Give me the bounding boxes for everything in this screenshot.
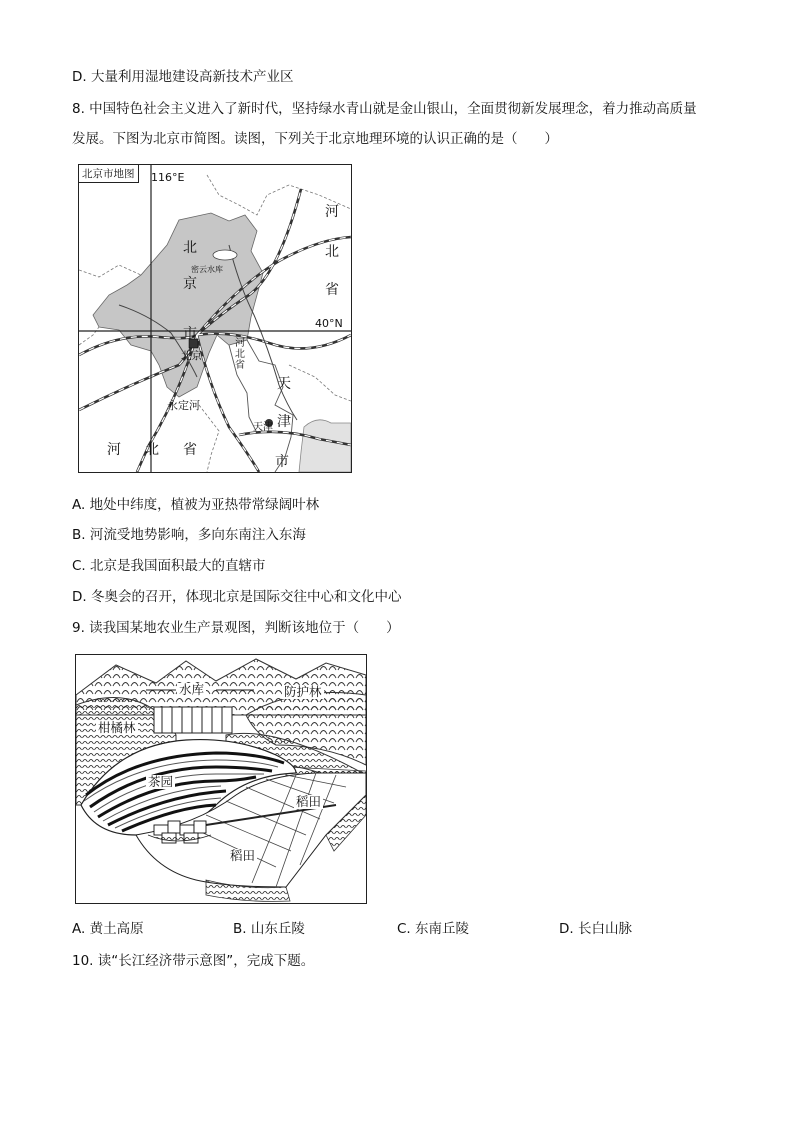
q9-option-c: C. 东南丘陵 (397, 921, 470, 937)
tianjin-label-2: 津 (277, 414, 291, 430)
miyun-reservoir-label: 密云水库 (191, 265, 223, 274)
hebei-inner-label-1: 河 (235, 338, 245, 349)
hebei-bottom-label-2: 北 (145, 442, 159, 458)
hebei-inner-label-3: 省 (235, 360, 245, 371)
beijing-label-3: 市 (183, 326, 197, 342)
shelterbelt-label: 防护林 (284, 684, 322, 699)
q8-stem-line-1: 8. 中国特色社会主义进入了新时代，坚持绿水青山就是金山银山，全面贯彻新发展理念，着力推动高质量 (72, 101, 697, 117)
tianjin-label-3: 市 (275, 454, 289, 470)
hebei-right-label-2: 北 (325, 244, 339, 260)
longitude-label: 116°E (151, 171, 185, 184)
map-title: 北京市地图 (79, 165, 139, 183)
q8-option-b: B. 河流受地势影响，多向东南注入东海 (72, 527, 306, 543)
q9-option-a: A. 黄土高原 (72, 921, 144, 937)
citrus-grove-label: 柑橘林 (98, 720, 136, 735)
paddy-field-label-2: 稻田 (230, 848, 256, 863)
latitude-label: 40°N (315, 317, 343, 330)
q9-option-d: D. 长白山脉 (559, 921, 632, 937)
reservoir-label: 水库 (179, 682, 205, 697)
q8-option-a: A. 地处中纬度，植被为亚热带常绿阔叶林 (72, 497, 320, 513)
hebei-right-label-1: 河 (325, 204, 339, 220)
city-tianjin-label: 天津 (253, 422, 273, 433)
q9-option-b: B. 山东丘陵 (233, 921, 305, 937)
q8-stem-line-2: 发展。下图为北京市简图。读图，下列关于北京地理环境的认识正确的是（ ） (72, 131, 558, 147)
beijing-label-1: 北 (183, 240, 197, 256)
q8-option-d: D. 冬奥会的召开，体现北京是国际交往中心和文化中心 (72, 589, 402, 605)
agriculture-landscape (75, 654, 367, 904)
paddy-field-label-1: 稻田 (296, 794, 322, 809)
beijing-map (78, 164, 352, 473)
q7-option-d: D. 大量利用湿地建设高新技术产业区 (72, 69, 294, 85)
q8-option-c: C. 北京是我国面积最大的直辖市 (72, 558, 266, 574)
tea-garden-label: 茶园 (148, 774, 174, 789)
tianjin-label-1: 天 (277, 376, 291, 392)
hebei-bottom-label-3: 省 (183, 442, 197, 458)
yongding-river-label: 永定河 (167, 399, 200, 412)
hebei-bottom-label-1: 河 (107, 442, 121, 458)
beijing-label-2: 京 (183, 276, 197, 292)
city-beijing-label: 北京 (181, 350, 202, 362)
hebei-right-label-3: 省 (325, 282, 339, 298)
beijing-map-drawing (79, 165, 351, 472)
q10-stem: 10. 读“长江经济带示意图”，完成下题。 (72, 953, 315, 969)
q9-stem: 9. 读我国某地农业生产景观图，判断该地位于（ ） (72, 620, 400, 636)
hebei-inner-label-2: 北 (235, 349, 245, 360)
